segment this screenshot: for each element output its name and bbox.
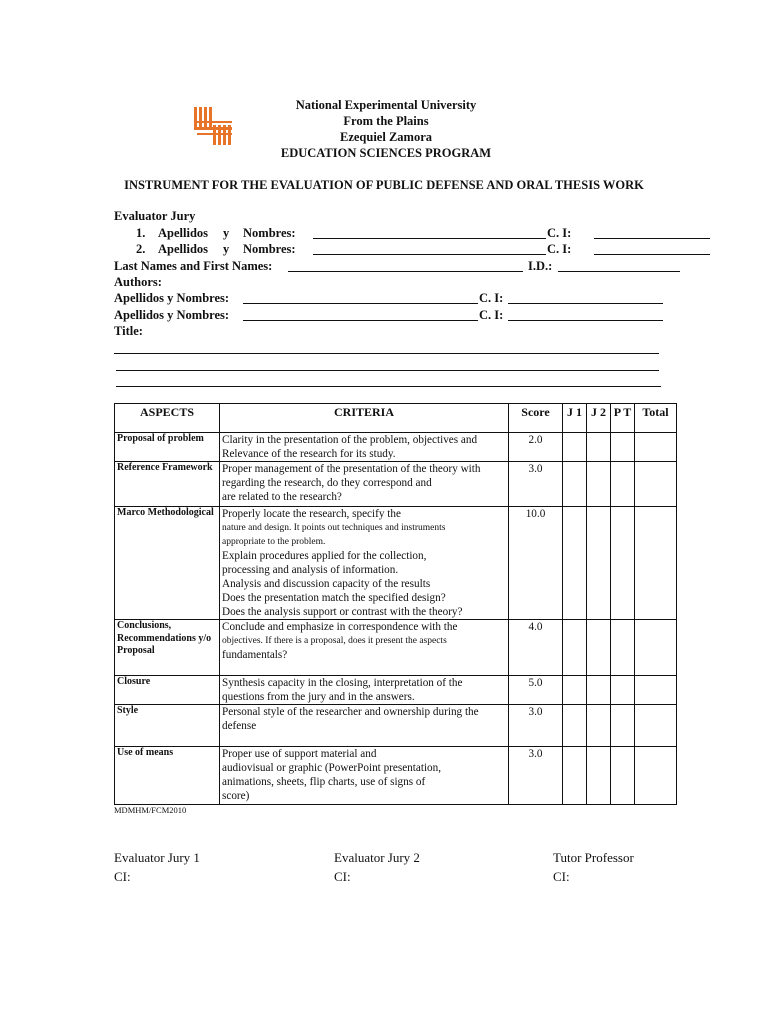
author1-ci-label: C. I: (479, 291, 504, 305)
score-cell: 10.0 (509, 507, 563, 620)
aspect-cell: Proposal of problem (115, 433, 220, 462)
j2-cell[interactable] (587, 507, 611, 620)
pt-cell[interactable] (611, 462, 635, 507)
signature-block-jury2 (334, 848, 420, 886)
header-pt: P T (611, 404, 635, 433)
table-row (115, 433, 677, 462)
score-cell: 5.0 (509, 676, 563, 705)
signature-block-tutor (553, 848, 634, 886)
total-cell[interactable] (635, 676, 677, 705)
criteria-line: Proper management of the presentation of the theory with (222, 463, 481, 475)
criteria-line: nature and design. It points out techniques and instruments (222, 523, 446, 533)
j2-cell[interactable] (587, 433, 611, 462)
j1-cell[interactable] (563, 705, 587, 747)
header-score: Score (509, 404, 563, 433)
id-field[interactable] (558, 271, 680, 272)
signature-role: Evaluator Jury 2 (334, 850, 420, 865)
jury1-ci-field[interactable] (594, 238, 710, 239)
pt-cell[interactable] (611, 676, 635, 705)
j2-cell[interactable] (587, 747, 611, 805)
header-j1: J 1 (563, 404, 587, 433)
title-field-line-3[interactable] (116, 386, 661, 387)
header-total: Total (635, 404, 677, 433)
header-criteria: CRITERIA (220, 404, 509, 433)
aspect-cell: Style (115, 705, 220, 747)
jury1-apellidos: Apellidos (158, 226, 209, 240)
criteria-line: Conclude and emphasize in correspondence with the (222, 621, 458, 633)
header-aspects: ASPECTS (115, 404, 220, 433)
table-row (115, 462, 677, 507)
pt-cell[interactable] (611, 433, 635, 462)
title-label: Title: (114, 324, 143, 338)
criteria-cell (220, 705, 509, 747)
score-cell: 3.0 (509, 705, 563, 747)
total-cell[interactable] (635, 747, 677, 805)
j1-cell[interactable] (563, 676, 587, 705)
criteria-line: animations, sheets, flip charts, use of signs of (222, 776, 426, 788)
jury2-number: 2. (136, 242, 146, 256)
author2-name-field[interactable] (243, 320, 478, 321)
header-line-2: From the Plains (343, 114, 429, 128)
total-cell[interactable] (635, 462, 677, 507)
table-row (115, 620, 677, 676)
jury1-ci-label: C. I: (547, 226, 572, 240)
criteria-cell (220, 620, 509, 676)
author2-ci-label: C. I: (479, 308, 504, 322)
aspect-cell: Use of means (115, 747, 220, 805)
signature-ci: CI: (334, 869, 351, 884)
total-cell[interactable] (635, 433, 677, 462)
jury1-y: y (223, 226, 230, 240)
jury1-name-field[interactable] (313, 238, 546, 239)
criteria-line: Personal style of the researcher and ownership during the (222, 706, 479, 718)
criteria-cell (220, 676, 509, 705)
header-line-1: National Experimental University (295, 98, 477, 112)
j1-cell[interactable] (563, 507, 587, 620)
jury1-nombres: Nombres: (243, 226, 296, 240)
signature-block-jury1 (114, 848, 200, 886)
table-row (115, 676, 677, 705)
criteria-line: audiovisual or graphic (PowerPoint presentation, (222, 762, 442, 774)
criteria-line: are related to the research? (222, 491, 342, 503)
jury2-nombres: Nombres: (243, 242, 296, 256)
jury2-apellidos: Apellidos (158, 242, 209, 256)
criteria-line: Synthesis capacity in the closing, interpretation of the (222, 677, 463, 689)
j1-cell[interactable] (563, 747, 587, 805)
j2-cell[interactable] (587, 620, 611, 676)
score-cell: 2.0 (509, 433, 563, 462)
author1-name-field[interactable] (243, 303, 478, 304)
criteria-line: objectives. If there is a proposal, does it present the aspects (222, 636, 447, 646)
id-label: I.D.: (528, 259, 553, 273)
j1-cell[interactable] (563, 462, 587, 507)
criteria-cell (220, 507, 509, 620)
author1-label: Apellidos y Nombres: (114, 291, 230, 305)
signature-role: Evaluator Jury 1 (114, 850, 200, 865)
criteria-line: Proper use of support material and (222, 748, 377, 760)
total-cell[interactable] (635, 620, 677, 676)
header-j2: J 2 (587, 404, 611, 433)
criteria-line: defense (222, 720, 257, 732)
jury2-ci-field[interactable] (594, 254, 710, 255)
title-field-line-1[interactable] (114, 353, 659, 354)
evaluation-table (114, 403, 677, 805)
criteria-line: Properly locate the research, specify the (222, 508, 401, 520)
institution-header (180, 97, 592, 161)
j2-cell[interactable] (587, 705, 611, 747)
form-code: MDMHM/FCM2010 (114, 805, 187, 815)
aspect-cell: Reference Framework (115, 462, 220, 507)
last-first-names-label: Last Names and First Names: (114, 259, 273, 273)
criteria-cell (220, 747, 509, 805)
criteria-line: Does the presentation match the specified design? (222, 592, 446, 604)
author2-ci-field[interactable] (508, 320, 663, 321)
criteria-line: appropriate to the problem. (222, 537, 326, 547)
authors-label: Authors: (114, 275, 162, 289)
j2-cell[interactable] (587, 676, 611, 705)
pt-cell[interactable] (611, 705, 635, 747)
author1-ci-field[interactable] (508, 303, 663, 304)
aspect-cell: Marco Methodological (115, 507, 220, 620)
score-cell: 3.0 (509, 462, 563, 507)
criteria-line: processing and analysis of information. (222, 564, 399, 576)
criteria-line: Does the analysis support or contrast with the theory? (222, 606, 463, 618)
pt-cell[interactable] (611, 620, 635, 676)
signature-ci: CI: (553, 869, 570, 884)
signature-ci: CI: (114, 869, 131, 884)
evaluator-jury-label: Evaluator Jury (114, 209, 196, 223)
criteria-line: score) (222, 790, 250, 802)
last-first-names-field[interactable] (288, 271, 523, 272)
criteria-cell (220, 433, 509, 462)
criteria-line: fundamentals? (222, 649, 288, 661)
title-field-line-2[interactable] (116, 370, 659, 371)
author2-label: Apellidos y Nombres: (114, 308, 230, 322)
pt-cell[interactable] (611, 747, 635, 805)
signature-role: Tutor Professor (553, 850, 634, 865)
criteria-line: regarding the research, do they correspond and (222, 477, 432, 489)
table-header-row (115, 404, 677, 433)
total-cell[interactable] (635, 507, 677, 620)
j2-cell[interactable] (587, 462, 611, 507)
j1-cell[interactable] (563, 433, 587, 462)
header-line-4: EDUCATION SCIENCES PROGRAM (280, 146, 492, 160)
score-cell: 4.0 (509, 620, 563, 676)
aspect-cell: Conclusions, Recommendations y/o Proposal (115, 620, 220, 676)
table-row (115, 507, 677, 620)
instrument-title: INSTRUMENT FOR THE EVALUATION OF PUBLIC DEFENSE AND ORAL THESIS WORK (124, 178, 644, 192)
criteria-line: Relevance of the research for its study. (222, 448, 396, 460)
jury1-number: 1. (136, 226, 146, 240)
criteria-line: Clarity in the presentation of the problem, objectives and (222, 434, 478, 446)
jury2-name-field[interactable] (313, 254, 546, 255)
criteria-cell (220, 462, 509, 507)
jury2-ci-label: C. I: (547, 242, 572, 256)
criteria-line: questions from the jury and in the answers. (222, 691, 415, 703)
aspect-cell: Closure (115, 676, 220, 705)
pt-cell[interactable] (611, 507, 635, 620)
header-line-3: Ezequiel Zamora (339, 130, 432, 144)
total-cell[interactable] (635, 705, 677, 747)
criteria-line: Explain procedures applied for the collection, (222, 550, 427, 562)
j1-cell[interactable] (563, 620, 587, 676)
jury2-y: y (223, 242, 230, 256)
table-row (115, 705, 677, 747)
criteria-line: Analysis and discussion capacity of the results (222, 578, 431, 590)
score-cell: 3.0 (509, 747, 563, 805)
table-row (115, 747, 677, 805)
